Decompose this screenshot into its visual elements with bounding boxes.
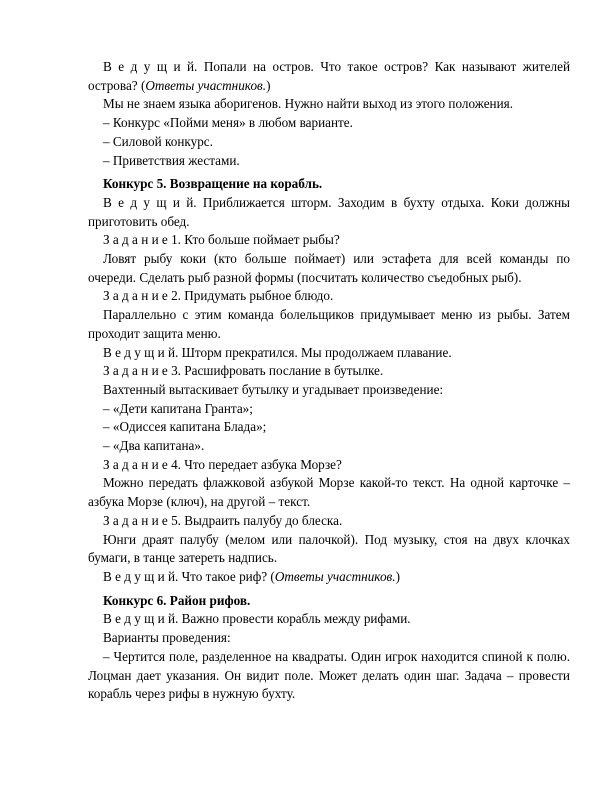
section-heading: Конкурс 6. Район рифов. — [103, 592, 251, 608]
paragraph: Параллельно с этим команда болельщиков придумывает меню из рыбы. Затем проходит защита меню. — [88, 307, 570, 341]
task-label: З а д а н и е — [103, 512, 168, 528]
task-line: З а д а н и е 4. Что передает азбука Морзе? — [103, 456, 342, 472]
paragraph: В е д у щ и й. Попали на остров. Что такое остров? Как называют жителей острова? (Ответы участников.) — [88, 59, 570, 93]
italic-note: Ответы участников. — [145, 77, 267, 93]
task-label: З а д а н и е — [103, 456, 168, 472]
paragraph: Юнги драят палубу (мелом или палочкой). Под музыку, стоя на двух клочках бумаги, в танце затереть надпись. — [88, 531, 570, 566]
speaker-label: В е д у щ и й. — [103, 344, 179, 360]
list-item: – «Дети капитана Гранта»; — [103, 400, 253, 416]
italic-note: Ответы участников. — [274, 568, 396, 584]
task-label: З а д а н и е — [103, 288, 168, 304]
document-page — [88, 58, 570, 704]
list-item: – «Одиссея капитана Блада»; — [103, 419, 267, 435]
list-item: – Силовой конкурс. — [103, 133, 213, 149]
paragraph: – Чертится поле, разделенное на квадраты. Один игрок находится спиной к полю. Лоцман дает указания. Он видит поле. Может делать один шаг. Задача – провести корабль через рифы в нужную бухту. — [88, 648, 570, 702]
paragraph: В е д у щ и й. Приближается шторм. Заходим в бухту отдыха. Коки должны приготовить обед. — [88, 194, 570, 229]
paragraph: Мы не знаем языка аборигенов. Нужно найти выход из этого положения. — [103, 96, 514, 112]
task-line: З а д а н и е 5. Выдраить палубу до блеска. — [103, 512, 343, 528]
list-item: – «Два капитана». — [103, 438, 205, 454]
paragraph: В е д у щ и й. Важно провести корабль между рифами. — [103, 611, 411, 627]
task-line: З а д а н и е 1. Кто больше поймает рыбы? — [103, 232, 340, 248]
task-line: З а д а н и е 3. Расшифровать послание в бутылке. — [103, 363, 384, 379]
task-label: З а д а н и е — [103, 232, 168, 248]
list-item: – Конкурс «Пойми меня» в любом варианте. — [103, 115, 353, 131]
paragraph: Варианты проведения: — [103, 630, 231, 646]
paragraph: Ловят рыбу коки (кто больше поймает) или эстафета для всей команды по очереди. Сделать рыб разной формы (посчитать количество съедобных рыб). — [88, 251, 570, 285]
paragraph: В е д у щ и й. Что такое риф? (Ответы участников.) — [103, 568, 400, 584]
speaker-label: В е д у щ и й. — [103, 194, 197, 210]
document-body — [88, 58, 570, 704]
section-heading: Конкурс 5. Возвращение на корабль. — [103, 176, 323, 192]
paragraph: В е д у щ и й. Шторм прекратился. Мы продолжаем плавание. — [103, 344, 452, 360]
speaker-label: В е д у щ и й. — [103, 611, 179, 627]
paragraph: Можно передать флажковой азбукой Морзе какой-то текст. На одной карточке – азбука Морзе (ключ), на другой – текст. — [88, 475, 570, 510]
speaker-label: В е д у щ и й. — [103, 59, 198, 74]
task-line: З а д а н и е 2. Придумать рыбное блюдо. — [103, 288, 334, 304]
paragraph: Вахтенный вытаскивает бутылку и угадывает произведение: — [103, 381, 444, 397]
speaker-label: В е д у щ и й. — [103, 568, 179, 584]
task-label: З а д а н и е — [103, 363, 168, 379]
list-item: – Приветствия жестами. — [103, 152, 240, 168]
